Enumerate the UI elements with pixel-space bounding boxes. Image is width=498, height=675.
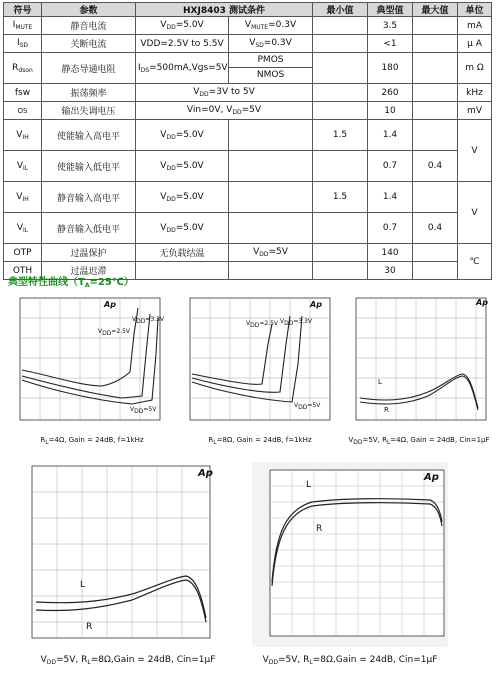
symbol-cell: $V_{IH}$ [4, 182, 42, 213]
symbol-cell: $I_{MUTE}$ [4, 17, 42, 35]
chart-1-svg [12, 294, 164, 424]
unit-cell: mV [458, 102, 492, 120]
symbol-cell: OTH [4, 262, 42, 280]
condition-cell: $V_{DD}=5.0V$ [136, 213, 229, 244]
table-row [4, 244, 492, 262]
param-cell: 关断电流 [42, 35, 136, 53]
unit-cell: V [458, 120, 492, 182]
ap-logo: Ap [104, 300, 116, 309]
header-param: 参数 [42, 3, 136, 17]
header-symbol: 符号 [4, 3, 42, 17]
condition-cell: $V_{DD}=5.0V$ [136, 17, 229, 35]
section-title: 典型特性曲线$(T_A=25℃)$ [8, 277, 134, 289]
symbol-cell: $R_{dson}$ [4, 53, 42, 84]
symbol-cell: $V_{IH}$ [4, 120, 42, 151]
curve-l-label: L [306, 480, 312, 490]
header-typ: 典型值 [368, 3, 413, 17]
typ-cell: 0.7 [368, 213, 413, 244]
typ-cell: 1.4 [368, 120, 413, 151]
param-cell: 振荡频率 [42, 84, 136, 102]
table-row [4, 120, 492, 151]
min-cell: 1.5 [313, 120, 368, 151]
curve-r-label: R [86, 622, 93, 632]
condition-cell: $I_{DS}=500mA,Vgs=5V$ [136, 53, 229, 84]
vdd-2v5-label: VDD=2.5V [246, 320, 279, 329]
chart-1-caption: RL=4Ω, Gain = 24dB, f=1kHz [40, 436, 144, 446]
typ-cell: 140 [368, 244, 413, 262]
condition-cell [229, 53, 313, 84]
chart-5-caption: $V_{DD}=5V$, $R_L=8\Omega,Gain = 24dB$, Cin=1μF [262, 655, 438, 666]
param-cell: 过温迟滞 [42, 262, 136, 280]
vdd-3v3-label: VDD=3.3V [132, 316, 165, 325]
curve-l-label: L [378, 378, 382, 386]
param-cell: 静态导通电阻 [42, 53, 136, 84]
param-cell: 静音电流 [42, 17, 136, 35]
table-row [4, 84, 492, 102]
condition-cell: Vin=0V, $V_{DD}=5V$ [136, 102, 313, 120]
chart-3-svg [348, 294, 490, 424]
chart-4-caption: $V_{DD}=5V$, $R_L=8\Omega,Gain = 24dB$, Cin=1μF [40, 655, 216, 666]
param-cell: 使能输入高电平 [42, 120, 136, 151]
table-row [4, 17, 492, 35]
table-row [4, 182, 492, 213]
chart-thd-vs-freq-8ohm [22, 462, 214, 642]
condition-cell: $V_{MUTE}=0.3V$ [229, 17, 313, 35]
typ-cell: 30 [368, 262, 413, 280]
ap-logo: Ap [424, 472, 439, 483]
table-row [4, 151, 492, 182]
ap-logo: Ap [310, 300, 322, 309]
typ-cell: 10 [368, 102, 413, 120]
symbol-cell: fsw [4, 84, 42, 102]
symbol-cell: OS [4, 102, 42, 120]
condition-cell: $V_{DD}=5V$ [229, 244, 313, 262]
chart-thd-vs-power-8ohm [182, 294, 334, 424]
spec-table [3, 2, 492, 280]
vdd-5v-label: VDD=5V [130, 406, 157, 415]
table-row [4, 35, 492, 53]
condition-cell: $V_{DD}=5.0V$ [136, 120, 229, 151]
chart-3-caption: VDD=5V, RL=4Ω, Gain = 24dB, Cin=1μF [348, 436, 490, 446]
header-unit: 单位 [458, 3, 492, 17]
unit-cell: mA [458, 17, 492, 35]
condition-cell: $V_{SD}=0.3V$ [229, 35, 313, 53]
typ-cell: 180 [368, 53, 413, 84]
typ-cell: 260 [368, 84, 413, 102]
pmos-label: PMOS [229, 53, 312, 68]
condition-cell: $V_{DD}=5.0V$ [136, 182, 229, 213]
unit-cell: ℃ [458, 244, 492, 280]
param-cell: 输出失调电压 [42, 102, 136, 120]
symbol-cell: $V_{IL}$ [4, 213, 42, 244]
table-row [4, 53, 492, 84]
table-header-row [4, 3, 492, 17]
header-conditions: HXJ8403 测试条件 [136, 3, 313, 17]
nmos-label: NMOS [256, 70, 285, 80]
vdd-5v-label: VDD=5V [294, 402, 321, 411]
curve-r-label: R [316, 524, 323, 534]
chart-frequency-response [252, 462, 448, 647]
header-min: 最小值 [313, 3, 368, 17]
unit-cell: kHz [458, 84, 492, 102]
ap-logo: Ap [198, 468, 213, 479]
param-cell: 使能输入低电平 [42, 151, 136, 182]
max-cell: 0.4 [413, 213, 458, 244]
condition-cell: $V_{DD}=5.0V$ [136, 151, 229, 182]
param-cell: 静音输入低电平 [42, 213, 136, 244]
header-max: 最大值 [413, 3, 458, 17]
unit-cell: m Ω [458, 53, 492, 84]
typ-cell: 3.5 [368, 17, 413, 35]
chart-thd-vs-freq-4ohm [348, 294, 490, 424]
typ-cell: 0.7 [368, 151, 413, 182]
unit-cell: μ A [458, 35, 492, 53]
table-row [4, 102, 492, 120]
param-cell: 静音输入高电平 [42, 182, 136, 213]
chart-thd-vs-power-4ohm [12, 294, 164, 424]
param-cell: 过温保护 [42, 244, 136, 262]
curve-r-label: R [384, 406, 389, 414]
condition-cell: 无负载结温 [136, 244, 229, 262]
condition-cell: $V_{DD}=3V$ to 5V [136, 84, 313, 102]
typ-cell: 1.4 [368, 182, 413, 213]
chart-4-svg [22, 462, 214, 642]
max-cell: 0.4 [413, 151, 458, 182]
vdd-3v3-label: VDD=3.3V [280, 318, 313, 327]
condition-cell: VDD=2.5V to 5.5V [136, 35, 229, 53]
table-row [4, 213, 492, 244]
symbol-cell: OTP [4, 244, 42, 262]
curve-l-label: L [80, 580, 86, 590]
typ-cell: <1 [368, 35, 413, 53]
chart-2-caption: RL=8Ω, Gain = 24dB, f=1kHz [208, 436, 312, 446]
vdd-2v5-label: VDD=2.5V [98, 328, 131, 337]
symbol-cell: $V_{IL}$ [4, 151, 42, 182]
chart-5-svg [252, 462, 448, 647]
symbol-cell: $I_{SD}$ [4, 35, 42, 53]
unit-cell: V [458, 182, 492, 244]
min-cell: 1.5 [313, 182, 368, 213]
ap-logo: Ap [476, 298, 488, 307]
